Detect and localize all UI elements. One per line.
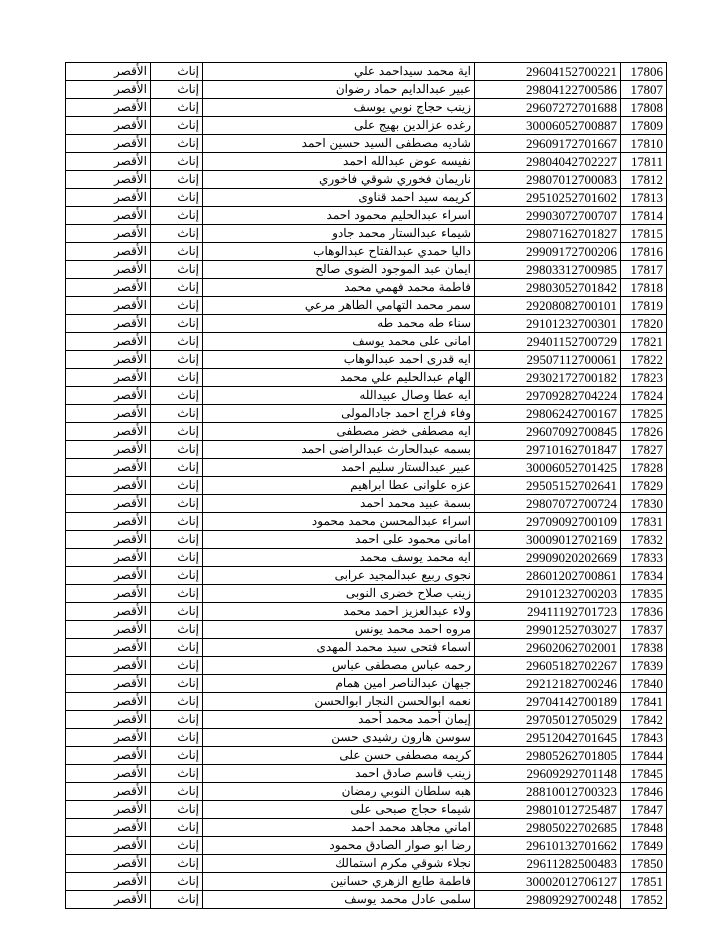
national-id-cell: 29804042702227 (475, 153, 621, 171)
governorate-cell: الأقصر (66, 135, 151, 153)
name-cell: ايه مصطفى خضر مصطفى (203, 423, 475, 441)
national-id-cell: 29602062702001 (475, 639, 621, 657)
gender-cell: إناث (151, 549, 203, 567)
table-row (66, 441, 667, 459)
table-row (66, 747, 667, 765)
gender-cell: إناث (151, 189, 203, 207)
table-row (66, 135, 667, 153)
gender-cell: إناث (151, 513, 203, 531)
table-row (66, 81, 667, 99)
national-id-cell: 29903072700707 (475, 207, 621, 225)
serial-number-cell: 17828 (621, 459, 667, 477)
gender-cell: إناث (151, 441, 203, 459)
national-id-cell: 29604152700221 (475, 63, 621, 81)
name-cell: ايه عطا وصال عبيدالله (203, 387, 475, 405)
national-id-cell: 29607272701688 (475, 99, 621, 117)
governorate-cell: الأقصر (66, 459, 151, 477)
name-cell: نجوى ربيع عبدالمجيد عرابى (203, 567, 475, 585)
gender-cell: إناث (151, 747, 203, 765)
governorate-cell: الأقصر (66, 855, 151, 873)
serial-number-cell: 17827 (621, 441, 667, 459)
serial-number-cell: 17841 (621, 693, 667, 711)
national-id-cell: 29101232700301 (475, 315, 621, 333)
table-row (66, 513, 667, 531)
name-cell: عبير عبدالستار سليم احمد (203, 459, 475, 477)
national-id-cell: 29805262701805 (475, 747, 621, 765)
national-id-cell: 30006052701425 (475, 459, 621, 477)
gender-cell: إناث (151, 279, 203, 297)
table-row (66, 297, 667, 315)
table-row (66, 261, 667, 279)
serial-number-cell: 17817 (621, 261, 667, 279)
name-cell: اماني مجاهد محمد احمد (203, 819, 475, 837)
serial-number-cell: 17832 (621, 531, 667, 549)
name-cell: كريمه مصطفى حسن على (203, 747, 475, 765)
serial-number-cell: 17816 (621, 243, 667, 261)
name-cell: امانى على محمد يوسف (203, 333, 475, 351)
national-id-cell: 29507112700061 (475, 351, 621, 369)
national-id-cell: 29807012700083 (475, 171, 621, 189)
governorate-cell: الأقصر (66, 783, 151, 801)
gender-cell: إناث (151, 333, 203, 351)
governorate-cell: الأقصر (66, 657, 151, 675)
table-row (66, 171, 667, 189)
table-row (66, 801, 667, 819)
governorate-cell: الأقصر (66, 891, 151, 909)
governorate-cell: الأقصر (66, 513, 151, 531)
national-id-cell: 30002012706127 (475, 873, 621, 891)
gender-cell: إناث (151, 855, 203, 873)
records-table-body (66, 63, 667, 909)
national-id-cell: 29901252703027 (475, 621, 621, 639)
governorate-cell: الأقصر (66, 387, 151, 405)
serial-number-cell: 17823 (621, 369, 667, 387)
name-cell: سوسن هارون رشيدى حسن (203, 729, 475, 747)
name-cell: زينب حجاج نوبي يوسف (203, 99, 475, 117)
gender-cell: إناث (151, 837, 203, 855)
table-row (66, 891, 667, 909)
governorate-cell: الأقصر (66, 315, 151, 333)
gender-cell: إناث (151, 585, 203, 603)
governorate-cell: الأقصر (66, 621, 151, 639)
serial-number-cell: 17822 (621, 351, 667, 369)
table-row (66, 711, 667, 729)
table-row (66, 783, 667, 801)
table-row (66, 693, 667, 711)
serial-number-cell: 17811 (621, 153, 667, 171)
governorate-cell: الأقصر (66, 603, 151, 621)
name-cell: ايمان عبد الموجود الضوى صالح (203, 261, 475, 279)
national-id-cell: 29505152702641 (475, 477, 621, 495)
gender-cell: إناث (151, 171, 203, 189)
gender-cell: إناث (151, 891, 203, 909)
governorate-cell: الأقصر (66, 873, 151, 891)
serial-number-cell: 17834 (621, 567, 667, 585)
name-cell: شاديه مصطفى السيد حسين احمد (203, 135, 475, 153)
serial-number-cell: 17807 (621, 81, 667, 99)
national-id-cell: 29610132701662 (475, 837, 621, 855)
governorate-cell: الأقصر (66, 729, 151, 747)
governorate-cell: الأقصر (66, 837, 151, 855)
serial-number-cell: 17851 (621, 873, 667, 891)
governorate-cell: الأقصر (66, 81, 151, 99)
serial-number-cell: 17840 (621, 675, 667, 693)
table-row (66, 351, 667, 369)
governorate-cell: الأقصر (66, 63, 151, 81)
gender-cell: إناث (151, 639, 203, 657)
governorate-cell: الأقصر (66, 549, 151, 567)
serial-number-cell: 17845 (621, 765, 667, 783)
name-cell: زينب قاسم صادق احمد (203, 765, 475, 783)
table-row (66, 423, 667, 441)
name-cell: الهام عبدالحليم علي محمد (203, 369, 475, 387)
serial-number-cell: 17830 (621, 495, 667, 513)
governorate-cell: الأقصر (66, 225, 151, 243)
name-cell: رضا ابو صوار الصادق محمود (203, 837, 475, 855)
national-id-cell: 29801012725487 (475, 801, 621, 819)
table-row (66, 531, 667, 549)
national-id-cell: 29807072700724 (475, 495, 621, 513)
gender-cell: إناث (151, 135, 203, 153)
serial-number-cell: 17835 (621, 585, 667, 603)
table-row (66, 603, 667, 621)
table-row (66, 333, 667, 351)
gender-cell: إناث (151, 801, 203, 819)
name-cell: فاطمة محمد فهمي محمد (203, 279, 475, 297)
national-id-cell: 29609172701667 (475, 135, 621, 153)
name-cell: اسماء فتحى سيد محمد المهدى (203, 639, 475, 657)
name-cell: نجلاء شوقي مكرم استمالك (203, 855, 475, 873)
governorate-cell: الأقصر (66, 117, 151, 135)
governorate-cell: الأقصر (66, 585, 151, 603)
serial-number-cell: 17826 (621, 423, 667, 441)
gender-cell: إناث (151, 297, 203, 315)
table-row (66, 621, 667, 639)
governorate-cell: الأقصر (66, 207, 151, 225)
governorate-cell: الأقصر (66, 801, 151, 819)
table-row (66, 477, 667, 495)
gender-cell: إناث (151, 243, 203, 261)
gender-cell: إناث (151, 81, 203, 99)
name-cell: نعمه ابوالحسن النجار ابوالحسن (203, 693, 475, 711)
gender-cell: إناث (151, 459, 203, 477)
national-id-cell: 29809292700248 (475, 891, 621, 909)
table-row (66, 189, 667, 207)
gender-cell: إناث (151, 693, 203, 711)
name-cell: بسمة عبيد محمد احمد (203, 495, 475, 513)
gender-cell: إناث (151, 153, 203, 171)
gender-cell: إناث (151, 567, 203, 585)
name-cell: سناء طه محمد طه (203, 315, 475, 333)
name-cell: امانى محمود على احمد (203, 531, 475, 549)
gender-cell: إناث (151, 477, 203, 495)
gender-cell: إناث (151, 63, 203, 81)
table-row (66, 675, 667, 693)
name-cell: مروه احمد محمد يونس (203, 621, 475, 639)
name-cell: فاطمة طايع الزهري حسانين (203, 873, 475, 891)
governorate-cell: الأقصر (66, 369, 151, 387)
table-row (66, 459, 667, 477)
gender-cell: إناث (151, 819, 203, 837)
table-row (66, 837, 667, 855)
governorate-cell: الأقصر (66, 711, 151, 729)
table-row (66, 639, 667, 657)
table-row (66, 153, 667, 171)
table-row (66, 873, 667, 891)
gender-cell: إناث (151, 117, 203, 135)
serial-number-cell: 17824 (621, 387, 667, 405)
national-id-cell: 29709282704224 (475, 387, 621, 405)
serial-number-cell: 17809 (621, 117, 667, 135)
national-id-cell: 29805022702685 (475, 819, 621, 837)
serial-number-cell: 17818 (621, 279, 667, 297)
table-row (66, 369, 667, 387)
name-cell: بسمه عبدالحارث عبدالراضى احمد (203, 441, 475, 459)
national-id-cell: 28601202700861 (475, 567, 621, 585)
national-id-cell: 29512042701645 (475, 729, 621, 747)
serial-number-cell: 17843 (621, 729, 667, 747)
table-row (66, 729, 667, 747)
serial-number-cell: 17808 (621, 99, 667, 117)
table-row (66, 585, 667, 603)
name-cell: اسراء عبدالمحسن محمد محمود (203, 513, 475, 531)
gender-cell: إناث (151, 423, 203, 441)
table-row (66, 63, 667, 81)
table-row (66, 279, 667, 297)
governorate-cell: الأقصر (66, 477, 151, 495)
serial-number-cell: 17847 (621, 801, 667, 819)
gender-cell: إناث (151, 369, 203, 387)
national-id-cell: 29804122700586 (475, 81, 621, 99)
national-id-cell: 29705012705029 (475, 711, 621, 729)
name-cell: رحمه عباس مصطفى عباس (203, 657, 475, 675)
governorate-cell: الأقصر (66, 675, 151, 693)
serial-number-cell: 17838 (621, 639, 667, 657)
national-id-cell: 29803312700985 (475, 261, 621, 279)
name-cell: ايه محمد يوسف محمد (203, 549, 475, 567)
national-id-cell: 29401152700729 (475, 333, 621, 351)
governorate-cell: الأقصر (66, 495, 151, 513)
table-row (66, 117, 667, 135)
serial-number-cell: 17812 (621, 171, 667, 189)
gender-cell: إناث (151, 783, 203, 801)
gender-cell: إناث (151, 261, 203, 279)
serial-number-cell: 17837 (621, 621, 667, 639)
governorate-cell: الأقصر (66, 819, 151, 837)
serial-number-cell: 17844 (621, 747, 667, 765)
serial-number-cell: 17814 (621, 207, 667, 225)
governorate-cell: الأقصر (66, 189, 151, 207)
gender-cell: إناث (151, 207, 203, 225)
table-row (66, 567, 667, 585)
serial-number-cell: 17825 (621, 405, 667, 423)
gender-cell: إناث (151, 765, 203, 783)
serial-number-cell: 17850 (621, 855, 667, 873)
name-cell: سمر محمد التهامي الطاهر مرعي (203, 297, 475, 315)
national-id-cell: 29607092700845 (475, 423, 621, 441)
national-id-cell: 28810012700323 (475, 783, 621, 801)
governorate-cell: الأقصر (66, 567, 151, 585)
serial-number-cell: 17833 (621, 549, 667, 567)
serial-number-cell: 17848 (621, 819, 667, 837)
name-cell: شيماء عبدالستار محمد جادو (203, 225, 475, 243)
name-cell: هبه سلطان النوبي رمضان (203, 783, 475, 801)
national-id-cell: 29411192701723 (475, 603, 621, 621)
table-row (66, 657, 667, 675)
table-row (66, 549, 667, 567)
serial-number-cell: 17820 (621, 315, 667, 333)
serial-number-cell: 17806 (621, 63, 667, 81)
national-id-cell: 30006052700887 (475, 117, 621, 135)
governorate-cell: الأقصر (66, 153, 151, 171)
name-cell: اسراء عبدالحليم محمود احمد (203, 207, 475, 225)
name-cell: عبير عبدالدايم حماد رضوان (203, 81, 475, 99)
serial-number-cell: 17849 (621, 837, 667, 855)
name-cell: ايه قدرى احمد عبدالوهاب (203, 351, 475, 369)
serial-number-cell: 17852 (621, 891, 667, 909)
national-id-cell: 29611282500483 (475, 855, 621, 873)
governorate-cell: الأقصر (66, 423, 151, 441)
serial-number-cell: 17829 (621, 477, 667, 495)
serial-number-cell: 17836 (621, 603, 667, 621)
gender-cell: إناث (151, 225, 203, 243)
records-table (65, 62, 667, 909)
governorate-cell: الأقصر (66, 99, 151, 117)
name-cell: ولاء عبدالعزيز احمد محمد (203, 603, 475, 621)
table-row (66, 855, 667, 873)
table-row (66, 387, 667, 405)
gender-cell: إناث (151, 675, 203, 693)
governorate-cell: الأقصر (66, 243, 151, 261)
name-cell: رغده عزالدين بهيج على (203, 117, 475, 135)
serial-number-cell: 17839 (621, 657, 667, 675)
gender-cell: إناث (151, 315, 203, 333)
name-cell: سلمى عادل محمد يوسف (203, 891, 475, 909)
name-cell: ناريمان فخوري شوقي فاخوري (203, 171, 475, 189)
table-row (66, 405, 667, 423)
serial-number-cell: 17810 (621, 135, 667, 153)
gender-cell: إناث (151, 495, 203, 513)
gender-cell: إناث (151, 657, 203, 675)
governorate-cell: الأقصر (66, 405, 151, 423)
gender-cell: إناث (151, 99, 203, 117)
table-row (66, 765, 667, 783)
name-cell: اية محمد سيداحمد علي (203, 63, 475, 81)
name-cell: زينب صلاح خضرى النوبى (203, 585, 475, 603)
table-row (66, 207, 667, 225)
name-cell: إيمان أحمد محمد أحمد (203, 711, 475, 729)
national-id-cell: 29212182700246 (475, 675, 621, 693)
gender-cell: إناث (151, 405, 203, 423)
gender-cell: إناث (151, 711, 203, 729)
national-id-cell: 29909172700206 (475, 243, 621, 261)
name-cell: داليا حمدي عبدالفتاح عبدالوهاب (203, 243, 475, 261)
governorate-cell: الأقصر (66, 333, 151, 351)
national-id-cell: 29302172700182 (475, 369, 621, 387)
table-row (66, 315, 667, 333)
table-row (66, 819, 667, 837)
table-row (66, 225, 667, 243)
governorate-cell: الأقصر (66, 639, 151, 657)
national-id-cell: 29710162701847 (475, 441, 621, 459)
name-cell: جيهان عبدالناصر امين همام (203, 675, 475, 693)
name-cell: عزه علوانى عطا ابراهيم (203, 477, 475, 495)
gender-cell: إناث (151, 729, 203, 747)
national-id-cell: 29208082700101 (475, 297, 621, 315)
gender-cell: إناث (151, 603, 203, 621)
governorate-cell: الأقصر (66, 279, 151, 297)
serial-number-cell: 17813 (621, 189, 667, 207)
governorate-cell: الأقصر (66, 693, 151, 711)
table-row (66, 99, 667, 117)
table-row (66, 495, 667, 513)
name-cell: وفاء فراج احمد جادالمولى (203, 405, 475, 423)
serial-number-cell: 17819 (621, 297, 667, 315)
gender-cell: إناث (151, 873, 203, 891)
national-id-cell: 29605182702267 (475, 657, 621, 675)
governorate-cell: الأقصر (66, 765, 151, 783)
serial-number-cell: 17821 (621, 333, 667, 351)
governorate-cell: الأقصر (66, 531, 151, 549)
national-id-cell: 29609292701148 (475, 765, 621, 783)
national-id-cell: 30009012702169 (475, 531, 621, 549)
gender-cell: إناث (151, 621, 203, 639)
serial-number-cell: 17842 (621, 711, 667, 729)
governorate-cell: الأقصر (66, 747, 151, 765)
national-id-cell: 29704142700189 (475, 693, 621, 711)
national-id-cell: 29909020202669 (475, 549, 621, 567)
national-id-cell: 29101232700203 (475, 585, 621, 603)
gender-cell: إناث (151, 531, 203, 549)
national-id-cell: 29806242700167 (475, 405, 621, 423)
gender-cell: إناث (151, 387, 203, 405)
gender-cell: إناث (151, 351, 203, 369)
table-row (66, 243, 667, 261)
governorate-cell: الأقصر (66, 441, 151, 459)
governorate-cell: الأقصر (66, 297, 151, 315)
name-cell: شيماء حجاج صبحى على (203, 801, 475, 819)
national-id-cell: 29807162701827 (475, 225, 621, 243)
governorate-cell: الأقصر (66, 351, 151, 369)
name-cell: كريمه سيد احمد قناوى (203, 189, 475, 207)
serial-number-cell: 17846 (621, 783, 667, 801)
serial-number-cell: 17831 (621, 513, 667, 531)
national-id-cell: 29709092700109 (475, 513, 621, 531)
national-id-cell: 29803052701842 (475, 279, 621, 297)
governorate-cell: الأقصر (66, 261, 151, 279)
governorate-cell: الأقصر (66, 171, 151, 189)
national-id-cell: 29510252701602 (475, 189, 621, 207)
serial-number-cell: 17815 (621, 225, 667, 243)
name-cell: نفيسه عوض عبدالله احمد (203, 153, 475, 171)
